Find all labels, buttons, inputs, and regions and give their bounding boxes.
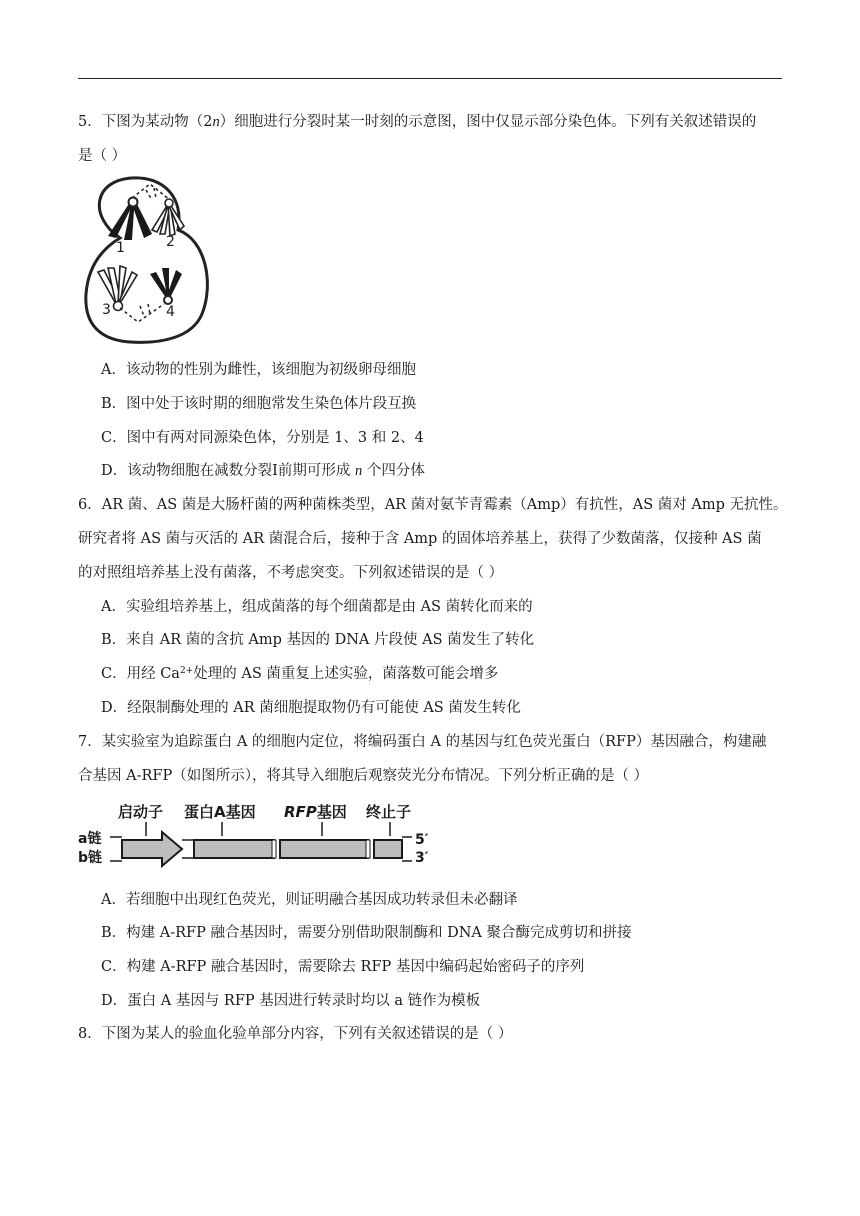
- gene-a-label: 蛋白A基因: [184, 803, 256, 821]
- q6-option-d: D．经限制酶处理的 AR 菌细胞提取物仍有可能使 AS 菌发生转化: [101, 700, 521, 716]
- terminator-block: [374, 840, 402, 858]
- rfp-gene-label: RFP基因: [284, 803, 347, 821]
- header-rule: [78, 78, 782, 79]
- q6-stem-line2: 研究者将 AS 菌与灭活的 AR 菌混合后，接种于含 Amp 的固体培养基上，获得了少数菌落，仅接种 AS 菌: [78, 531, 762, 547]
- q7-option-a: A．若细胞中出现红色荧光，则证明融合基因成功转录但未必翻译: [101, 892, 518, 908]
- q5-cell-division-figure: [80, 176, 210, 348]
- chromosome-1: [108, 198, 152, 241]
- q5-stem-line1: 5．下图为某动物（2n）细胞进行分裂时某一时刻的示意图，图中仅显示部分染色体。下列有关叙述错误的: [78, 114, 757, 130]
- q5-option-d: D．该动物细胞在减数分裂Ⅰ前期可形成 n 个四分体: [101, 463, 425, 479]
- chromosome-4: [150, 268, 182, 304]
- q6-stem-line3: 的对照组培养基上没有菌落，不考虑突变。下列叙述错误的是（ ）: [78, 565, 504, 581]
- q5-stem-line2: 是（ ）: [78, 148, 127, 164]
- q6-stem-line1: 6．AR 菌、AS 菌是大肠杆菌的两种菌株类型，AR 菌对氨苄青霉素（Amp）有抗性，AS 菌对 Amp 无抗性。: [78, 497, 788, 513]
- strand-b-label: b链: [78, 850, 103, 866]
- promoter-arrow: [122, 832, 182, 866]
- chromosome-label-4: 4: [166, 304, 175, 320]
- q7-stem-line1: 7．某实验室为追踪蛋白 A 的细胞内定位，将编码蛋白 A 的基因与红色荧光蛋白（RFP）基因融合，构建融: [78, 734, 767, 750]
- promoter-label: 启动子: [118, 803, 164, 821]
- q6-option-c: C．用经 $Ca^{2+}$处理的 AS 菌重复上述实验，菌落数可能会增多: [101, 666, 499, 682]
- q7-option-c: C．构建 A-RFP 融合基因时，需要除去 RFP 基因中编码起始密码子的序列: [101, 959, 585, 975]
- chromosome-label-1: 1: [116, 240, 125, 256]
- gene-a-block: [194, 840, 274, 858]
- q7-option-d: D．蛋白 A 基因与 RFP 基因进行转录时均以 a 链作为模板: [101, 993, 481, 1009]
- q5-option-a: A．该动物的性别为雌性，该细胞为初级卵母细胞: [101, 362, 416, 378]
- q6-option-a: A．实验组培养基上，组成菌落的每个细菌都是由 AS 菌转化而来的: [101, 599, 533, 615]
- q7-option-b: B．构建 A-RFP 融合基因时，需要分别借助限制酶和 DNA 聚合酶完成剪切和拼接: [101, 925, 632, 941]
- end-5-label: 5′: [415, 832, 429, 848]
- rfp-gene-block: [280, 840, 368, 858]
- chromosome-label-2: 2: [166, 234, 175, 250]
- end-3-label: 3′: [415, 850, 429, 866]
- q7-fusion-gene-figure: [78, 800, 430, 874]
- strand-a-label: a链: [78, 831, 102, 847]
- q8-stem: 8．下图为某人的验血化验单部分内容，下列有关叙述错误的是（ ）: [78, 1026, 513, 1042]
- chromosome-label-3: 3: [102, 302, 111, 318]
- q6-option-b: B．来自 AR 菌的含抗 Amp 基因的 DNA 片段使 AS 菌发生了转化: [101, 632, 535, 648]
- terminator-label: 终止子: [366, 803, 412, 821]
- q7-stem-line2: 合基因 A-RFP（如图所示），将其导入细胞后观察荧光分布情况。下列分析正确的是（ ）: [78, 768, 649, 784]
- q5-option-c: C．图中有两对同源染色体，分别是 1、3 和 2、4: [101, 430, 424, 446]
- q5-option-b: B．图中处于该时期的细胞常发生染色体片段互换: [101, 396, 417, 412]
